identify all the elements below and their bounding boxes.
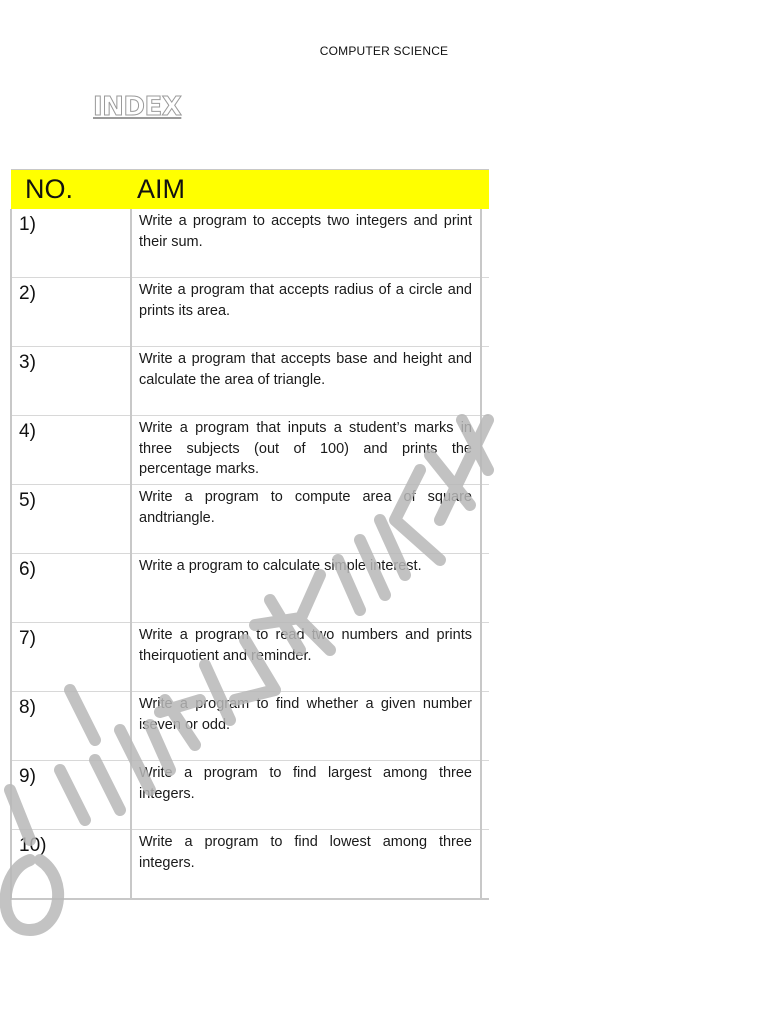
- row-number: 4): [11, 416, 131, 485]
- row-aim: Write a program that accepts radius of a circle and prints its area.: [131, 278, 481, 347]
- table-header-row: [11, 170, 489, 210]
- row-aim: Write a program to find whether a given number iseven or odd.: [131, 692, 481, 761]
- table-row: [11, 554, 489, 623]
- row-aim: Write a program to find largest among three integers.: [131, 761, 481, 830]
- table-row: [11, 416, 489, 485]
- row-number: 6): [11, 554, 131, 623]
- row-aim: Write a program to accepts two integers and print their sum.: [131, 209, 481, 278]
- table-row: [11, 623, 489, 692]
- row-aim: Write a program to calculate simple interest.: [131, 554, 481, 623]
- table-row: [11, 278, 489, 347]
- table-row: [11, 830, 489, 900]
- index-table: [10, 169, 489, 900]
- row-number: 1): [11, 209, 131, 278]
- row-number: 10): [11, 830, 131, 900]
- row-aim: Write a program to read two numbers and prints theirquotient and reminder.: [131, 623, 481, 692]
- column-header-edge: [481, 170, 489, 210]
- row-aim: Write a program to find lowest among three integers.: [131, 830, 481, 900]
- document-header: COMPUTER SCIENCE: [319, 44, 449, 58]
- column-header-aim: AIM: [131, 170, 481, 210]
- table-row: [11, 209, 489, 278]
- index-title: INDEX: [93, 92, 182, 122]
- table-row: [11, 485, 489, 554]
- row-number: 3): [11, 347, 131, 416]
- row-number: 7): [11, 623, 131, 692]
- row-aim: Write a program to compute area of square andtriangle.: [131, 485, 481, 554]
- row-number: 5): [11, 485, 131, 554]
- table-row: [11, 692, 489, 761]
- table-row: [11, 347, 489, 416]
- column-header-no: NO.: [11, 170, 131, 210]
- table-row: [11, 761, 489, 830]
- row-aim: Write a program that inputs a student’s marks in three subjects (out of 100) and prints the percentage marks.: [131, 416, 481, 485]
- row-aim: Write a program that accepts base and height and calculate the area of triangle.: [131, 347, 481, 416]
- row-number: 2): [11, 278, 131, 347]
- row-number: 8): [11, 692, 131, 761]
- row-number: 9): [11, 761, 131, 830]
